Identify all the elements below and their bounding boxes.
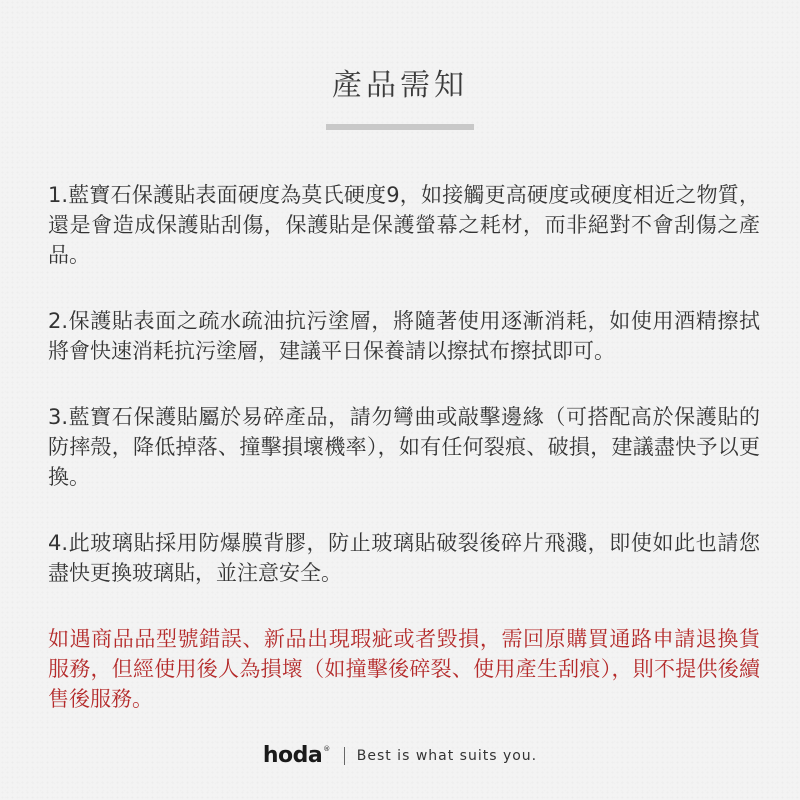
- title-block: [0, 68, 800, 130]
- note-paragraph-1: 1.藍寶石保護貼表面硬度為莫氏硬度9，如接觸更高硬度或硬度相近之物質，還是會造成保護貼刮傷，保護貼是保護螢幕之耗材，而非絕對不會刮傷之產品。: [48, 183, 760, 267]
- footer-divider: [344, 747, 345, 765]
- logo-text: hoda: [262, 743, 323, 768]
- hoda-logo: [263, 743, 330, 768]
- footer-brand: [0, 743, 800, 768]
- registered-mark: ®: [323, 745, 330, 753]
- note-paragraph-3: 3.藍寶石保護貼屬於易碎產品，請勿彎曲或敲擊邊緣（可搭配高於保護貼的防摔殼，降低掉落、撞擊損壞機率），如有任何裂痕、破損，建議盡快予以更換。: [48, 405, 760, 489]
- brand-tagline: Best is what suits you.: [356, 747, 538, 764]
- note-paragraph-4: 4.此玻璃貼採用防爆膜背膠，防止玻璃貼破裂後碎片飛濺，即使如此也請您盡快更換玻璃貼，並注意安全。: [48, 531, 760, 585]
- service-notice: 如遇商品品型號錯誤、新品出現瑕疵或者毀損，需回原購買通路申請退換貨服務，但經使用後人為損壞（如撞擊後碎裂、使用產生刮痕），則不提供後續售後服務。: [48, 627, 760, 711]
- notes-content: [48, 180, 760, 750]
- note-paragraph-2: 2.保護貼表面之疏水疏油抗污塗層，將隨著使用逐漸消耗，如使用酒精擦拭將會快速消耗抗污塗層，建議平日保養請以擦拭布擦拭即可。: [48, 309, 760, 363]
- title-underline: [326, 124, 474, 130]
- page-title: 產品需知: [332, 68, 468, 103]
